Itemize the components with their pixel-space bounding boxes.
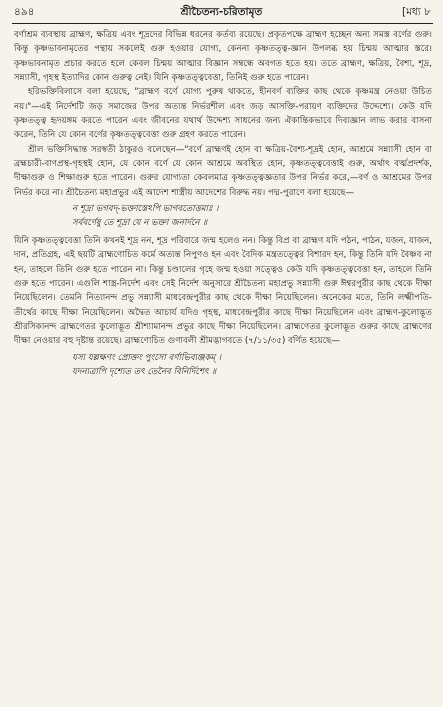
- sanskrit-verse-2: [72, 351, 432, 380]
- verse-line: যস্য যল্লক্ষণং প্রোক্তং পুংসো বর্ণাভিব্যঞ্জকম্ ।: [72, 352, 222, 363]
- header-rule: [12, 23, 433, 24]
- sanskrit-verse-1: [72, 202, 432, 231]
- paragraph-4: যিনি কৃষ্ণতত্ত্ববেত্তা তিনি কখনই শূদ্র নন, শূদ্র পরিবারে জন্ম হলেও নন। কিন্তু বিপ্র বা ব্রাহ্মণ যদি পঠন, পাঠন, যজন, যাজন, দান, প্রতিগ্রহ, এই ছয়টি ব্রাহ্মণোচিত কর্মে অত্যন্ত নিপুণও হন এবং বৈদিক মন্ত্রতত্ত্বের বিশারদ হন, কিন্তু তিনি যদি বৈষ্ণব না হন, তাহলে তিনি গুরু হতে পারেন না। কিন্তু চণ্ডালের গৃহে জন্ম হওয়া সত্ত্বেও কেউ যদি কৃষ্ণতত্ত্ববেত্তা হন, তাহলে তিনি গুরু হতে পারেন। এগুলি শাস্ত্র-নির্দেশ এবং সেই নির্দেশ অনুসারে শ্রীচৈতন্য মহাপ্রভু সন্ন্যাসী গুরু ঈশ্বরপুরীর কাছ থেকে দীক্ষা নিয়েছিলেন। তেমনি নিত্যানন্দ প্রভু সন্ন্যাসী মাধবেন্দ্রপুরীর কাছ থেকে দীক্ষা নিয়েছিলেন। অনেকের মতে, তিনি লক্ষ্মীপতি-তীর্থের কাছে দীক্ষা নিয়েছিলেন। অদ্বৈত আচার্য যদিও গৃহস্থ, মাধবেন্দ্রপুরীর কাছে দীক্ষা নিয়েছিলেন এবং ব্রাহ্মণ-কুলোদ্ভূত শ্রীরসিকানন্দ ব্রাহ্মণেতর কুলোদ্ভূত শ্রীশ্যামানন্দ প্রভুর কাছে দীক্ষা নিয়েছিলেন। ব্রাহ্মণেতর কুলোদ্ভূত গুরুর কাছে ব্রাহ্মণের দীক্ষা নেওয়ার বহু দৃষ্টান্ত রয়েছে। ব্রাহ্মণোচিত গুণাবলী শ্রীমদ্ভাগবতে (৭/১১/৩৫) বর্ণিত হয়েছে—: [14, 235, 432, 347]
- page-body: [14, 28, 432, 382]
- chapter-marker: [মধ্য ৮: [401, 6, 431, 18]
- paragraph-3: শ্রীল ভক্তিসিদ্ধান্ত সরস্বতী ঠাকুরও বলেছেন—"বর্ণে ব্রাহ্মণই হোন বা ক্ষত্রিয়-বৈশ্য-শূদ্রই হোন, আশ্রমে সন্ন্যাসী হোন বা ব্রহ্মচারী-বাণপ্রস্থ-গৃহস্থই হোন, যে কোন বর্ণে যে কোন আশ্রমে অবস্থিত হোন, কৃষ্ণতত্ত্ববেত্তাই গুরু, অর্থাৎ বর্ত্মপ্রদর্শক, দীক্ষাগুরু ও শিক্ষাগুরু হতে পারেন। গুরুর যোগ্যতা কেবলমাত্র কৃষ্ণতত্ত্বজ্ঞতার উপর নির্ভর করে,—বর্ণ ও আশ্রমের উপর নির্ভর করে না। শ্রীচৈতন্য মহাপ্রভুর এই আদেশ শাস্ত্রীয় আদেশের বিরুদ্ধ নয়। পদ্ম-পুরাণে বলা হয়েছে—: [14, 144, 432, 198]
- paragraph-2: হরিভক্তিবিলাসে বলা হয়েছে, "ব্রাহ্মণ বর্ণে যোগ্য পুরুষ থাকতে, হীনবর্ণ ব্যক্তির কাছ থেকে কৃষ্ণমন্ত্র নেওয়া উচিত নয়।"—এই নির্দেশটি জড় সমাজের উপর অত্যন্ত নির্ভরশীল এবং জড় আসক্তি-পরায়ণ ব্যক্তিদের উদ্দেশ্যে। কেউ যদি কৃষ্ণতত্ত্ব হৃদয়ঙ্গম করতে পারেন এবং জীবনের যথার্থ উদ্দেশ্য সাধনের জন্য ঐকান্তিকভাবে দিব্যজ্ঞান লাভ করার বাসনা করেন, তিনি যে কোন বর্ণের কৃষ্ণতত্ত্ববেত্তা গুরু গ্রহণ করতে পারেন।: [14, 87, 432, 141]
- running-title: শ্রীচৈতন্য-চরিতামৃত: [180, 6, 263, 18]
- page-number: ৪৯৪: [14, 6, 35, 18]
- paragraph-1: বর্ণাশ্রম ব্যবস্থায় ব্রাহ্মণ, ক্ষত্রিয় এবং শূদ্রদের বিভিন্ন ধরনের কর্তব্য রয়েছে। প্রকৃতপক্ষে ব্রাহ্মণ হচ্ছেন অন্য সমস্ত বর্ণের গুরু। কিন্তু কৃষ্ণভাবনামৃতের পন্থায় সকলেই গুরু হওয়ার যোগ্য, কেননা কৃষ্ণতত্ত্ব-জ্ঞান উপলব্ধ হয় চিন্ময় আত্মার স্তরে। কৃষ্ণভাবনামৃত প্রচার করতে হলে কেবল চিন্ময় আত্মার বিজ্ঞান সম্বন্ধে অবগত হতে হয়। ততে ব্রাহ্মণ, ক্ষত্রিয়, বৈশ্য, শূদ্র, সন্ন্যাসী, গৃহস্থ ইত্যাদির কোন গুরুত্ব নেই। যিনি কৃষ্ণতত্ত্ববেত্তা, তিনিই গুরু হতে পারেন।: [14, 30, 432, 84]
- verse-line: সর্ববর্ণেষু তে শূদ্রা যে ন ভক্তা জনার্দনে ॥: [72, 218, 208, 229]
- verse-line: ন শূদ্রা ভগবদ্-ভক্তাস্তেঽপি ভাগবতোত্তমাঃ ।: [72, 204, 219, 215]
- page-header: [0, 0, 443, 22]
- verse-line: যদন্যত্রাপি দৃশ্যেত তৎ তেনৈব বিনির্দিশেৎ ॥: [72, 366, 217, 377]
